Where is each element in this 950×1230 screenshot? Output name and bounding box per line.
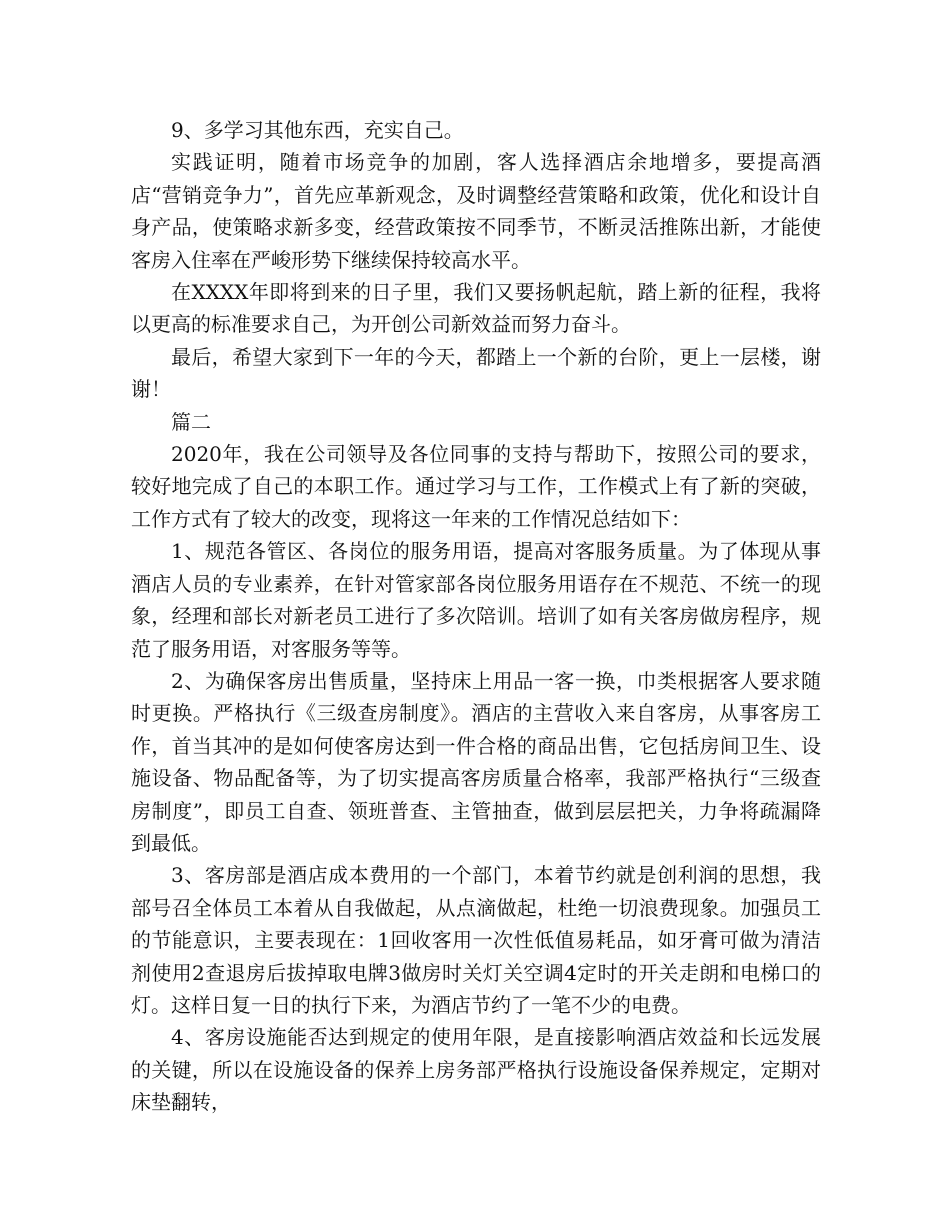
document-body	[131, 114, 821, 1119]
paragraph-2020-summary-intro: 2020年，我在公司领导及各位同事的支持与帮助下，按照公司的要求，较好地完成了自己的本职工作。通过学习与工作，工作模式上有了新的突破，工作方式有了较大的改变，现将这一年来的工作情况总结如下：	[131, 442, 821, 531]
paragraph-item-1-service-language: 1、规范各管区、各岗位的服务用语，提高对客服务质量。为了体现从事酒店人员的专业素养，在针对管家部各岗位服务用语存在不规范、不统一的现象，经理和部长对新老员工进行了多次陪训。培训了如有关客房做房程序，规范了服务用语，对客服务等等。	[131, 539, 821, 661]
paragraph-item-4-facility-maintenance: 4、客房设施能否达到规定的使用年限，是直接影响酒店效益和长远发展的关键，所以在设施设备的保养上房务部严格执行设施设备保养规定，定期对床垫翻转，	[131, 1025, 821, 1115]
paragraph-new-year-outlook: 在XXXX年即将到来的日子里，我们又要扬帆起航，踏上新的征程，我将以更高的标准要求自己，为开创公司新效益而努力奋斗。	[131, 280, 821, 337]
paragraph-item-9: 9、多学习其他东西，充实自己。	[171, 118, 464, 142]
section-heading-part-two: 篇二	[171, 409, 211, 434]
paragraph-marketing-competitiveness: 实践证明，随着市场竞争的加剧，客人选择酒店余地增多，要提高酒店“营销竞争力”，首先应革新观念，及时调整经营策略和政策，优化和设计自身产品，使策略求新多变，经营政策按不同季节，不断灵活推陈出新，才能使客房入住率在严峻形势下继续保持较高水平。	[131, 150, 821, 272]
paragraph-item-3-cost-saving: 3、客房部是酒店成本费用的一个部门，本着节约就是创利润的思想，我部号召全体员工本着从自我做起，从点滴做起，杜绝一切浪费现象。加强员工的节能意识，主要表现在：1回收客用一次性低值易耗品，如牙膏可做为清洁剂使用2查退房后拔掉取电牌3做房时关灯关空调4定时的开关走朗和电梯口的灯。这样日复一日的执行下来，为酒店节约了一笔不少的电费。	[131, 863, 821, 1017]
paragraph-closing-wishes: 最后，希望大家到下一年的今天，都踏上一个新的台阶，更上一层楼，谢谢！	[131, 344, 821, 402]
paragraph-item-2-room-quality: 2、为确保客房出售质量，坚持床上用品一客一换，巾类根据客人要求随时更换。严格执行《三级查房制度》。酒店的主营收入来自客房，从事客房工作，首当其冲的是如何使客房达到一件合格的商品出售，它包括房间卫生、设施设备、物品配备等，为了切实提高客房质量合格率，我部严格执行“三级查房制度”，即员工自查、领班普查、主管抽查，做到层层把关，力争将疏漏降到最低。	[131, 668, 821, 855]
